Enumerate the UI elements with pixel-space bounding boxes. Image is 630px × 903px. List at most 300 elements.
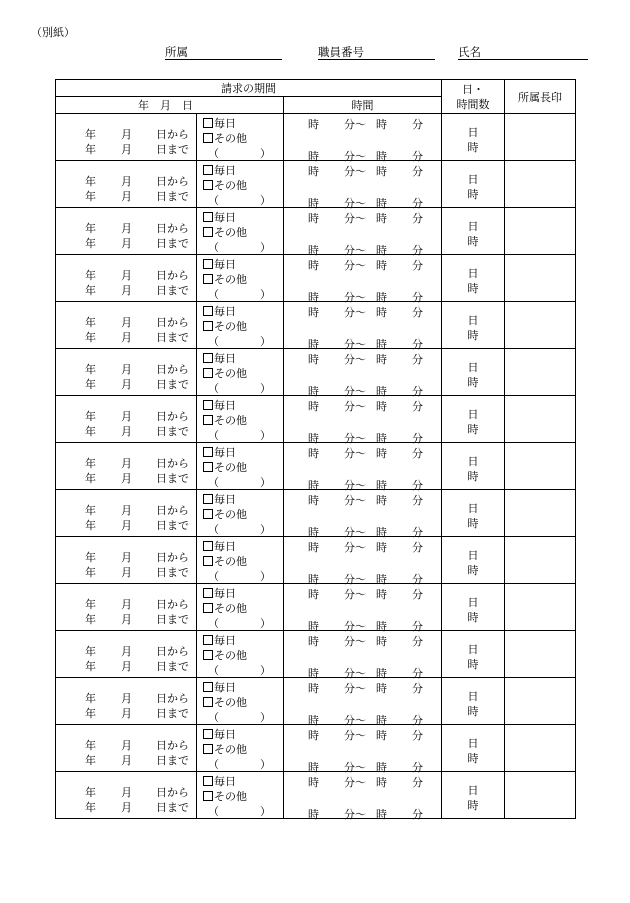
end-date-line	[85, 517, 189, 533]
date-range-cell[interactable]	[56, 678, 197, 725]
time-range-cell[interactable]	[284, 490, 442, 537]
year-label: 年	[85, 363, 96, 376]
until-label: 日まで	[156, 472, 189, 485]
daily-checkbox[interactable]	[203, 729, 213, 739]
other-label: その他	[214, 790, 247, 803]
daily-label: 毎日	[214, 399, 236, 412]
time-line-lower	[308, 806, 423, 822]
year-label: 年	[85, 551, 96, 564]
date-range-cell[interactable]	[56, 443, 197, 490]
month-label: 月	[121, 645, 132, 658]
hour-label: 時	[376, 776, 387, 789]
paren-close: ）	[260, 241, 271, 254]
other-option[interactable]	[203, 459, 247, 475]
date-range-cell[interactable]	[56, 114, 197, 161]
minute-tilde-label: 分～	[344, 541, 366, 554]
year-label: 年	[85, 222, 96, 235]
other-checkbox[interactable]	[203, 321, 213, 331]
year-label: 年	[85, 660, 96, 673]
until-label: 日まで	[156, 801, 189, 814]
days-hours-cell[interactable]	[442, 255, 505, 302]
month-label: 月	[121, 143, 132, 156]
year-label: 年	[85, 316, 96, 329]
date-range-cell[interactable]	[56, 396, 197, 443]
time-line-upper	[308, 539, 423, 555]
month-label: 月	[121, 739, 132, 752]
daily-checkbox[interactable]	[203, 588, 213, 598]
seal-cell[interactable]	[505, 302, 576, 349]
affiliation-label: 所属	[165, 45, 188, 59]
hour-label: 時	[376, 808, 387, 821]
other-option[interactable]	[203, 741, 247, 757]
seal-cell[interactable]	[505, 725, 576, 772]
hour-label: 時	[308, 259, 319, 272]
date-range-cell[interactable]	[56, 255, 197, 302]
time-range-cell[interactable]	[284, 443, 442, 490]
daily-checkbox[interactable]	[203, 682, 213, 692]
hour-label: 時	[308, 620, 319, 633]
year-label: 年	[85, 692, 96, 705]
hour-label: 時	[376, 338, 387, 351]
other-option[interactable]	[203, 553, 247, 569]
seal-cell[interactable]	[505, 396, 576, 443]
table-row	[56, 631, 576, 678]
end-date-line	[85, 282, 189, 298]
table-row	[56, 490, 576, 537]
other-checkbox[interactable]	[203, 791, 213, 801]
daily-label: 毎日	[214, 258, 236, 271]
frequency-cell	[197, 349, 284, 396]
daily-option[interactable]	[203, 773, 236, 789]
days-hours-cell[interactable]	[442, 678, 505, 725]
minute-label: 分	[412, 306, 423, 319]
seal-cell[interactable]	[505, 490, 576, 537]
hour-label: 時	[308, 494, 319, 507]
hour-label: 時	[376, 620, 387, 633]
other-option[interactable]	[203, 365, 247, 381]
seal-cell[interactable]	[505, 208, 576, 255]
month-label: 月	[121, 786, 132, 799]
minute-tilde-label: 分～	[344, 291, 366, 304]
daily-option[interactable]	[203, 538, 236, 554]
other-checkbox[interactable]	[203, 462, 213, 472]
daily-checkbox[interactable]	[203, 118, 213, 128]
day-unit-label: 日	[467, 596, 479, 609]
time-range-cell[interactable]	[284, 537, 442, 584]
hour-label: 時	[308, 714, 319, 727]
hour-label: 時	[308, 197, 319, 210]
minute-tilde-label: 分～	[344, 165, 366, 178]
until-label: 日まで	[156, 284, 189, 297]
seal-cell[interactable]	[505, 584, 576, 631]
time-range-cell[interactable]	[284, 114, 442, 161]
hour-unit-label: 時	[467, 611, 479, 624]
minute-tilde-label: 分～	[344, 400, 366, 413]
other-option[interactable]	[203, 224, 247, 240]
day-unit-label: 日	[467, 267, 479, 280]
start-date-line	[85, 690, 189, 706]
time-range-cell[interactable]	[284, 725, 442, 772]
paren-open: （	[208, 805, 219, 818]
time-range-cell[interactable]	[284, 161, 442, 208]
other-checkbox[interactable]	[203, 650, 213, 660]
paren-close: ）	[260, 382, 271, 395]
staff-number-field[interactable]	[318, 44, 435, 58]
hour-label: 時	[376, 541, 387, 554]
other-option[interactable]	[203, 271, 247, 287]
date-range-cell[interactable]	[56, 584, 197, 631]
from-label: 日から	[156, 222, 189, 235]
days-hours-cell[interactable]	[442, 772, 505, 819]
time-header: 時間	[284, 97, 442, 114]
time-line-upper	[308, 492, 423, 508]
hour-label: 時	[308, 165, 319, 178]
daily-label: 毎日	[214, 681, 236, 694]
hour-label: 時	[308, 573, 319, 586]
year-label: 年	[85, 801, 96, 814]
hour-label: 時	[376, 714, 387, 727]
daily-checkbox[interactable]	[203, 259, 213, 269]
other-label: その他	[214, 367, 247, 380]
hour-label: 時	[376, 447, 387, 460]
hour-label: 時	[308, 447, 319, 460]
time-range-cell[interactable]	[284, 584, 442, 631]
daily-checkbox[interactable]	[203, 165, 213, 175]
day-unit-label: 日	[467, 643, 479, 656]
days-hours-cell[interactable]	[442, 208, 505, 255]
time-range-cell[interactable]	[284, 631, 442, 678]
paren-close: ）	[260, 711, 271, 724]
hour-label: 時	[308, 479, 319, 492]
until-label: 日まで	[156, 237, 189, 250]
until-label: 日まで	[156, 143, 189, 156]
daily-checkbox[interactable]	[203, 494, 213, 504]
hour-label: 時	[376, 494, 387, 507]
time-range-cell[interactable]	[284, 208, 442, 255]
month-label: 月	[121, 331, 132, 344]
days-hours-cell[interactable]	[442, 443, 505, 490]
hour-label: 時	[376, 729, 387, 742]
other-label: その他	[214, 461, 247, 474]
days-hours-cell[interactable]	[442, 725, 505, 772]
date-range-cell[interactable]	[56, 772, 197, 819]
daily-checkbox[interactable]	[203, 400, 213, 410]
minute-label: 分	[412, 118, 423, 131]
time-line-upper	[308, 210, 423, 226]
month-label: 月	[121, 519, 132, 532]
hour-unit-label: 時	[467, 376, 479, 389]
table-row	[56, 584, 576, 631]
day-unit-label: 日	[467, 408, 479, 421]
minute-tilde-label: 分～	[344, 635, 366, 648]
start-date-line	[85, 314, 189, 330]
minute-label: 分	[412, 432, 423, 445]
year-label: 年	[85, 457, 96, 470]
daily-option[interactable]	[203, 162, 236, 178]
year-label: 年	[85, 613, 96, 626]
date-range-cell[interactable]	[56, 537, 197, 584]
daily-checkbox[interactable]	[203, 776, 213, 786]
other-checkbox[interactable]	[203, 368, 213, 378]
minute-tilde-label: 分～	[344, 682, 366, 695]
minute-tilde-label: 分～	[344, 259, 366, 272]
frequency-cell	[197, 631, 284, 678]
minute-tilde-label: 分～	[344, 526, 366, 539]
daily-option[interactable]	[203, 632, 236, 648]
time-range-cell[interactable]	[284, 349, 442, 396]
time-line-upper	[308, 116, 423, 132]
days-hours-cell[interactable]	[442, 537, 505, 584]
year-label: 年	[85, 504, 96, 517]
days-hours-cell[interactable]	[442, 631, 505, 678]
other-label: その他	[214, 696, 247, 709]
year-label: 年	[85, 786, 96, 799]
year-label: 年	[85, 331, 96, 344]
hour-label: 時	[376, 244, 387, 257]
other-option[interactable]	[203, 130, 247, 146]
seal-cell[interactable]	[505, 443, 576, 490]
daily-option[interactable]	[203, 444, 236, 460]
minute-label: 分	[412, 494, 423, 507]
daily-checkbox[interactable]	[203, 447, 213, 457]
days-hours-cell[interactable]	[442, 349, 505, 396]
year-label: 年	[85, 175, 96, 188]
month-label: 月	[121, 566, 132, 579]
other-option[interactable]	[203, 177, 247, 193]
days-hours-cell[interactable]	[442, 584, 505, 631]
hour-label: 時	[376, 150, 387, 163]
month-label: 月	[121, 237, 132, 250]
other-checkbox[interactable]	[203, 274, 213, 284]
daily-checkbox[interactable]	[203, 212, 213, 222]
frequency-cell	[197, 302, 284, 349]
daily-label: 毎日	[214, 540, 236, 553]
year-label: 年	[85, 566, 96, 579]
minute-label: 分	[412, 667, 423, 680]
date-range-cell[interactable]	[56, 631, 197, 678]
attachment-label: （別紙）	[31, 26, 75, 39]
daily-option[interactable]	[203, 256, 236, 272]
other-label: その他	[214, 132, 247, 145]
paren-open: （	[208, 288, 219, 301]
paren-open: （	[208, 664, 219, 677]
seal-cell[interactable]	[505, 631, 576, 678]
other-option[interactable]	[203, 506, 247, 522]
daily-checkbox[interactable]	[203, 635, 213, 645]
daily-option[interactable]	[203, 679, 236, 695]
days-hours-cell[interactable]	[442, 490, 505, 537]
hour-label: 時	[308, 635, 319, 648]
table-row	[56, 208, 576, 255]
daily-checkbox[interactable]	[203, 353, 213, 363]
minute-tilde-label: 分～	[344, 494, 366, 507]
days-hours-cell[interactable]	[442, 396, 505, 443]
days-hours-cell[interactable]	[442, 302, 505, 349]
table-row	[56, 396, 576, 443]
month-label: 月	[121, 692, 132, 705]
hour-unit-label: 時	[467, 282, 479, 295]
year-label: 年	[85, 425, 96, 438]
other-checkbox[interactable]	[203, 603, 213, 613]
minute-label: 分	[412, 635, 423, 648]
minute-tilde-label: 分～	[344, 353, 366, 366]
time-range-cell[interactable]	[284, 255, 442, 302]
other-option[interactable]	[203, 318, 247, 334]
minute-tilde-label: 分～	[344, 776, 366, 789]
time-range-cell[interactable]	[284, 396, 442, 443]
year-label: 年	[85, 472, 96, 485]
start-date-line	[85, 455, 189, 471]
affiliation-field[interactable]	[165, 44, 282, 58]
frequency-cell	[197, 678, 284, 725]
seal-cell[interactable]	[505, 255, 576, 302]
other-checkbox[interactable]	[203, 509, 213, 519]
daily-checkbox[interactable]	[203, 306, 213, 316]
other-checkbox[interactable]	[203, 744, 213, 754]
hour-label: 時	[308, 212, 319, 225]
days-hours-header	[442, 80, 505, 114]
start-date-line	[85, 267, 189, 283]
from-label: 日から	[156, 363, 189, 376]
from-label: 日から	[156, 175, 189, 188]
other-label: その他	[214, 273, 247, 286]
hour-label: 時	[376, 432, 387, 445]
minute-label: 分	[412, 808, 423, 821]
other-label: その他	[214, 555, 247, 568]
frequency-cell	[197, 396, 284, 443]
other-option[interactable]	[203, 694, 247, 710]
start-date-line	[85, 173, 189, 189]
daily-label: 毎日	[214, 493, 236, 506]
staff-number-label: 職員番号	[318, 45, 364, 59]
other-label: その他	[214, 320, 247, 333]
hour-unit-label: 時	[467, 188, 479, 201]
time-range-cell[interactable]	[284, 678, 442, 725]
time-line-upper	[308, 633, 423, 649]
minute-label: 分	[412, 150, 423, 163]
paren-open: （	[208, 476, 219, 489]
name-field[interactable]	[458, 44, 588, 58]
from-label: 日から	[156, 410, 189, 423]
seal-cell[interactable]	[505, 537, 576, 584]
hour-label: 時	[376, 306, 387, 319]
daily-checkbox[interactable]	[203, 541, 213, 551]
date-range-cell[interactable]	[56, 302, 197, 349]
table-row	[56, 161, 576, 208]
frequency-cell	[197, 772, 284, 819]
other-checkbox[interactable]	[203, 227, 213, 237]
date-range-cell[interactable]	[56, 490, 197, 537]
month-label: 月	[121, 707, 132, 720]
time-range-cell[interactable]	[284, 302, 442, 349]
daily-option[interactable]	[203, 726, 236, 742]
frequency-cell	[197, 584, 284, 631]
date-range-cell[interactable]	[56, 725, 197, 772]
year-label: 年	[85, 190, 96, 203]
daily-option[interactable]	[203, 585, 236, 601]
other-checkbox[interactable]	[203, 180, 213, 190]
other-option[interactable]	[203, 412, 247, 428]
until-label: 日まで	[156, 519, 189, 532]
seal-cell[interactable]	[505, 161, 576, 208]
seal-cell[interactable]	[505, 349, 576, 396]
month-label: 月	[121, 551, 132, 564]
other-option[interactable]	[203, 600, 247, 616]
paren-open: （	[208, 335, 219, 348]
other-checkbox[interactable]	[203, 556, 213, 566]
other-label: その他	[214, 508, 247, 521]
daily-option[interactable]	[203, 397, 236, 413]
date-range-cell[interactable]	[56, 349, 197, 396]
minute-label: 分	[412, 259, 423, 272]
time-line-upper	[308, 304, 423, 320]
month-label: 月	[121, 378, 132, 391]
paren-close: ）	[260, 617, 271, 630]
hour-label: 時	[308, 150, 319, 163]
minute-label: 分	[412, 353, 423, 366]
minute-label: 分	[412, 479, 423, 492]
seal-cell[interactable]	[505, 772, 576, 819]
hour-label: 時	[376, 197, 387, 210]
day-unit-label: 日	[467, 314, 479, 327]
other-option[interactable]	[203, 788, 247, 804]
time-range-cell[interactable]	[284, 772, 442, 819]
daily-option[interactable]	[203, 350, 236, 366]
year-label: 年	[85, 645, 96, 658]
time-line-upper	[308, 774, 423, 790]
month-label: 月	[121, 269, 132, 282]
hour-label: 時	[308, 682, 319, 695]
month-label: 月	[121, 504, 132, 517]
hour-label: 時	[308, 541, 319, 554]
start-date-line	[85, 784, 189, 800]
from-label: 日から	[156, 598, 189, 611]
minute-tilde-label: 分～	[344, 729, 366, 742]
daily-option[interactable]	[203, 303, 236, 319]
date-range-cell[interactable]	[56, 208, 197, 255]
other-label: その他	[214, 649, 247, 662]
daily-option[interactable]	[203, 115, 236, 131]
day-unit-label: 日	[467, 737, 479, 750]
other-checkbox[interactable]	[203, 697, 213, 707]
day-unit-label: 日	[467, 549, 479, 562]
time-line-upper	[308, 163, 423, 179]
until-label: 日まで	[156, 331, 189, 344]
frequency-cell	[197, 490, 284, 537]
days-hours-cell[interactable]	[442, 114, 505, 161]
days-hours-cell[interactable]	[442, 161, 505, 208]
hour-label: 時	[376, 526, 387, 539]
other-checkbox[interactable]	[203, 415, 213, 425]
other-checkbox[interactable]	[203, 133, 213, 143]
other-option[interactable]	[203, 647, 247, 663]
date-range-cell[interactable]	[56, 161, 197, 208]
day-unit-label: 日	[467, 502, 479, 515]
daily-option[interactable]	[203, 209, 236, 225]
hour-label: 時	[376, 573, 387, 586]
seal-cell[interactable]	[505, 678, 576, 725]
end-date-line	[85, 329, 189, 345]
hour-label: 時	[376, 259, 387, 272]
table-row	[56, 772, 576, 819]
period-header: 請求の期間	[56, 80, 442, 97]
hour-label: 時	[308, 432, 319, 445]
daily-option[interactable]	[203, 491, 236, 507]
minute-tilde-label: 分～	[344, 808, 366, 821]
minute-label: 分	[412, 447, 423, 460]
start-date-line	[85, 361, 189, 377]
seal-cell[interactable]	[505, 114, 576, 161]
